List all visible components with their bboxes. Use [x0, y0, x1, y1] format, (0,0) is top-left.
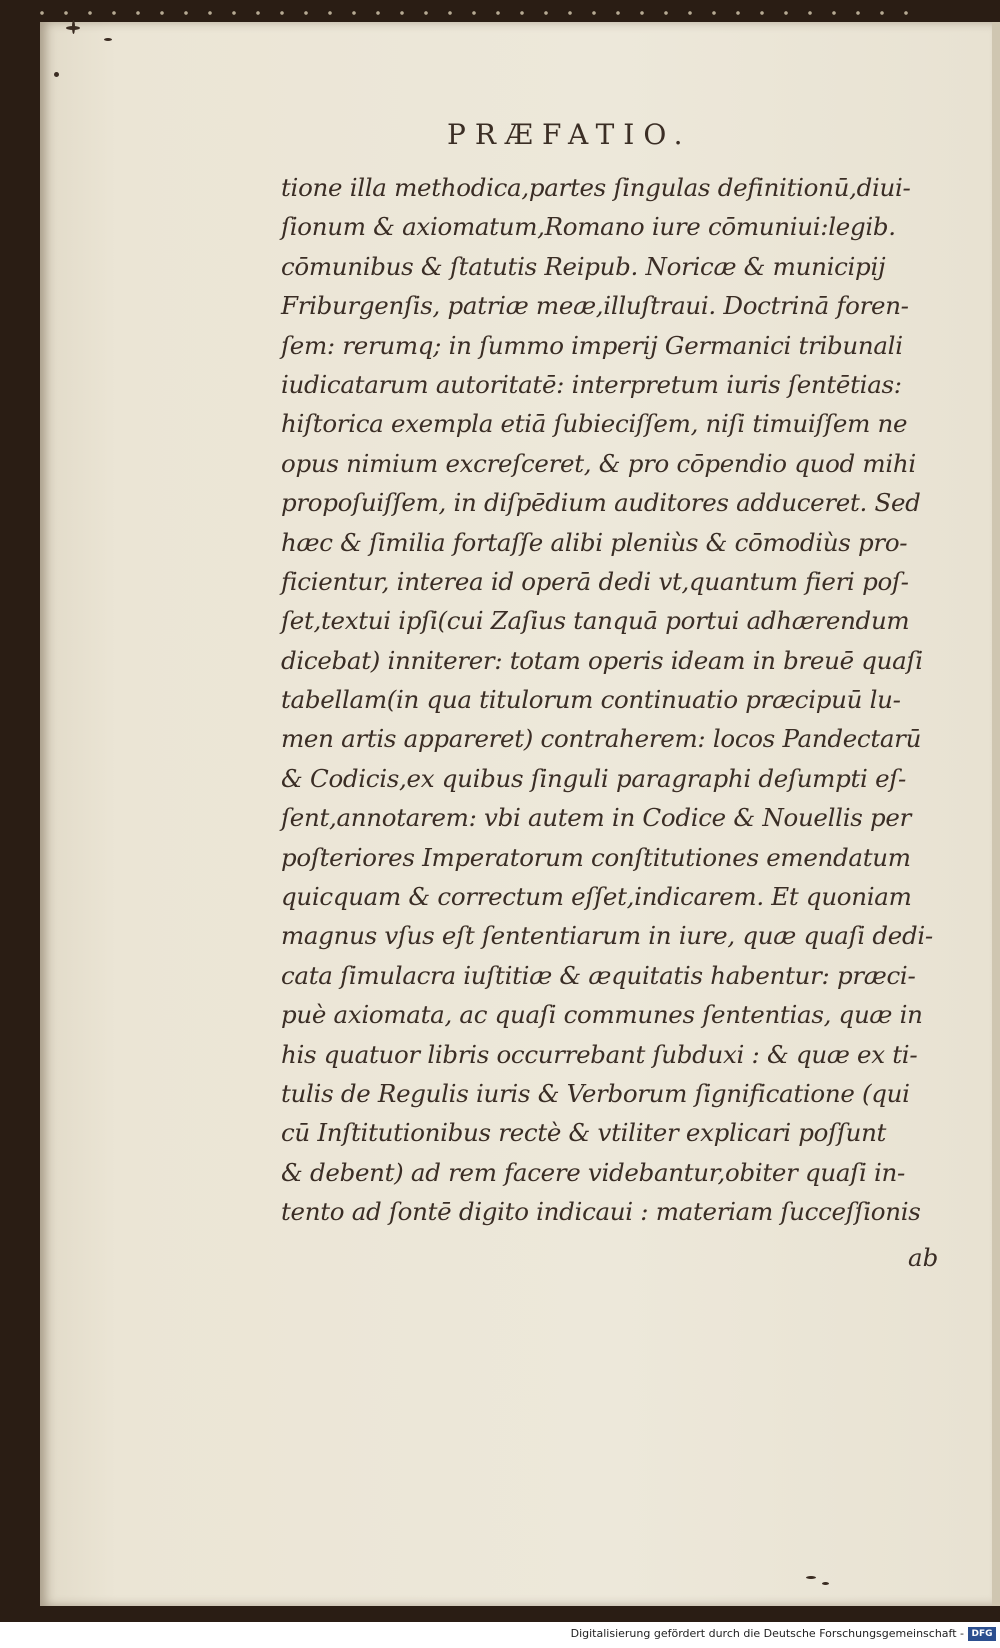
- catchword: ab: [908, 1243, 939, 1272]
- text-line: cū Inſtitutionibus rectè & vtiliter explicari poſſunt: [281, 1118, 887, 1148]
- running-head: PRÆFATIO.: [447, 118, 692, 151]
- text-line: tione illa methodica,partes ſingulas definitionū,diui-: [281, 173, 911, 202]
- text-line: & debent) ad rem facere videbantur,obiter quaſi in-: [281, 1157, 905, 1187]
- text-line: tento ad ſontē digito indicaui : materiam ſucceſſionis: [281, 1197, 921, 1227]
- text-line: quicquam & correctum eſſet,indicarem. Et quoniam: [281, 882, 912, 912]
- text-line: puè axiomata, ac quaſi communes ſententias, quæ in: [281, 1000, 923, 1030]
- text-line: ſent,annotarem: vbi autem in Codice & Nouellis per: [281, 803, 911, 833]
- text-line: Friburgenſis, patriæ meæ,illuſtraui. Doctrinā foren-: [281, 291, 909, 321]
- text-line: ficientur, interea id operā dedi vt,quantum fieri poſ-: [281, 566, 909, 596]
- ink-mark: [806, 1576, 816, 1579]
- text-line: ſet,textui ipſi(cui Zaſius tanquā portui adhærendum: [281, 606, 910, 636]
- text-line: hiſtorica exempla etiā ſubieciſſem, niſi timuiſſem ne: [281, 409, 908, 439]
- text-line: iudicatarum autoritatē: interpretum iuris ſentētias:: [281, 369, 902, 399]
- text-line: his quatuor libris occurrebant ſubduxi : & quæ ex ti-: [281, 1039, 918, 1069]
- binding-perforation: [30, 8, 910, 18]
- text-line: dicebat) inniterer: totam operis ideam in breuē quaſi: [281, 645, 923, 675]
- ink-mark: [104, 38, 112, 41]
- text-line: cata ſimulacra iuſtitiæ & æquitatis habentur: præci-: [281, 960, 916, 990]
- text-line: & Codicis,ex quibus ſinguli paragraphi deſumpti eſ-: [281, 763, 907, 793]
- text-line: tabellam(in qua titulorum continuatio præcipuū lu-: [281, 685, 901, 715]
- text-line: men artis appareret) contraherem: locos Pandectarū: [281, 724, 922, 754]
- text-line: poſteriores Imperatorum conſtitutiones emendatum: [281, 842, 911, 872]
- text-line: tulis de Regulis iuris & Verborum ſignificatione (qui: [281, 1078, 910, 1108]
- ink-mark: [72, 20, 75, 34]
- text-line: hæc & ſimilia fortaſſe alibi pleniùs & cōmodiùs pro-: [281, 527, 908, 557]
- footer-bar: [0, 1622, 1000, 1648]
- text-line: magnus vſus eſt ſententiarum in iure, quæ quaſi dedi-: [281, 921, 933, 951]
- text-line: cōmunibus & ſtatutis Reipub. Noricæ & municipij: [281, 251, 886, 281]
- text-line: propoſuiſſem, in diſpēdium auditores adduceret. Sed: [281, 488, 921, 518]
- page-edge: [992, 22, 1000, 1606]
- body-text: [281, 168, 941, 1232]
- ink-mark: [822, 1582, 829, 1585]
- ink-mark: [54, 72, 59, 77]
- text-line: opus nimium excreſceret, & pro cōpendio quod mihi: [281, 448, 916, 478]
- digitization-credit: Digitalisierung gefördert durch die Deutsche Forschungsgemeinschaft -: [570, 1627, 964, 1640]
- text-line: ſem: rerumq; in ſummo imperij Germanici tribunali: [281, 330, 903, 360]
- dfg-logo: DFG: [968, 1627, 996, 1641]
- text-line: ſionum & axiomatum,Romano iure cōmuniui:legib.: [281, 212, 896, 242]
